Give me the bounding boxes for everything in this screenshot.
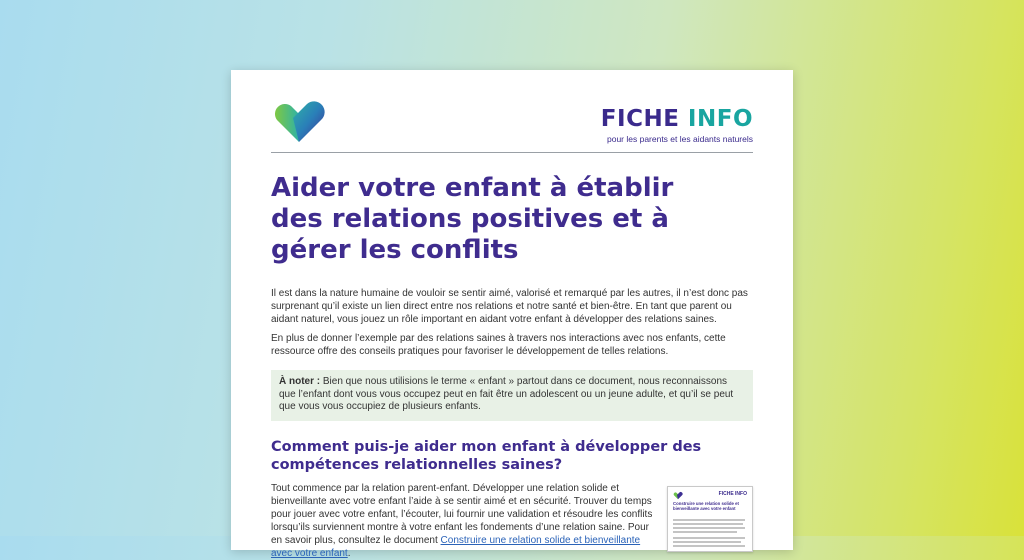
thumbnail-heart-icon xyxy=(673,491,683,500)
related-document-thumbnail[interactable] xyxy=(667,486,753,552)
second-paragraph: En plus de donner l’exemple par des relations saines à travers nos interactions avec nos enfants, cette ressource offre des conseils pratiques pour favoriser le développement de telles relations. xyxy=(271,333,726,357)
brand-block xyxy=(601,106,753,144)
thumbnail-brand: FICHE INFO xyxy=(718,491,747,497)
section-paragraph xyxy=(271,482,656,560)
section-link[interactable]: Construire une relation solide et bienveillante avec votre enfant xyxy=(271,535,641,559)
intro-paragraph: Il est dans la nature humaine de vouloir se sentir aimé, valorisé et remarqué par les autres, il n’est donc pas surprenant qu’il existe un lien direct entre nos relations et notre santé et bien-être. En tant que parent ou aidant naturel, vous jouez un rôle important en aidant votre enfant à développer des relations saines. xyxy=(271,288,748,325)
info-sheet-page xyxy=(231,70,793,559)
section-paragraph-end: . xyxy=(347,548,351,559)
heart-logo-icon xyxy=(271,96,327,146)
thumbnail-text-line xyxy=(673,523,743,525)
brand-word-fiche: FICHE xyxy=(600,106,680,132)
brand-word-info: INFO xyxy=(687,106,753,132)
section-paragraph-text: Tout commence par la relation parent-enfant. Développer une relation solide et bienveillante avec votre enfant l’aide à se sentir aimé et en sécurité. Trouver du temps pour jouer avec votre enfant, l’écouter, lui fournir une validation et résoudre les conflits lorsqu’ils surviennent montre à votre enfant les fondements d’une relation saine. Pour en savoir plus, consultez le document xyxy=(271,483,653,546)
note-label: À noter : xyxy=(279,376,321,387)
thumbnail-text-line xyxy=(673,519,745,521)
thumbnail-title: Construire une relation solide et bienveillante avec votre enfant xyxy=(673,501,739,511)
note-text: Bien que nous utilisions le terme « enfant » partout dans ce document, nous reconnaissons que l’enfant dont vous vous occupez peut en fait être un adolescent ou un jeune adulte, et qu’il se peut que vous vous occupiez de plusieurs enfants. xyxy=(279,376,734,412)
document-title: Aider votre enfant à établir des relations positives et à gérer les conflits xyxy=(271,173,674,265)
thumbnail-text-line xyxy=(673,537,745,539)
brand-subtitle: pour les parents et les aidants naturels xyxy=(606,134,753,144)
header-divider xyxy=(271,152,753,153)
section-heading: Comment puis-je aider mon enfant à développer des compétences relationnelles saines? xyxy=(271,439,702,473)
thumbnail-text-line xyxy=(673,541,741,543)
thumbnail-text-line xyxy=(673,531,737,533)
note-box xyxy=(271,370,753,421)
brand-title xyxy=(601,106,753,132)
thumbnail-text-line xyxy=(673,527,745,529)
thumbnail-text-line xyxy=(673,545,745,547)
